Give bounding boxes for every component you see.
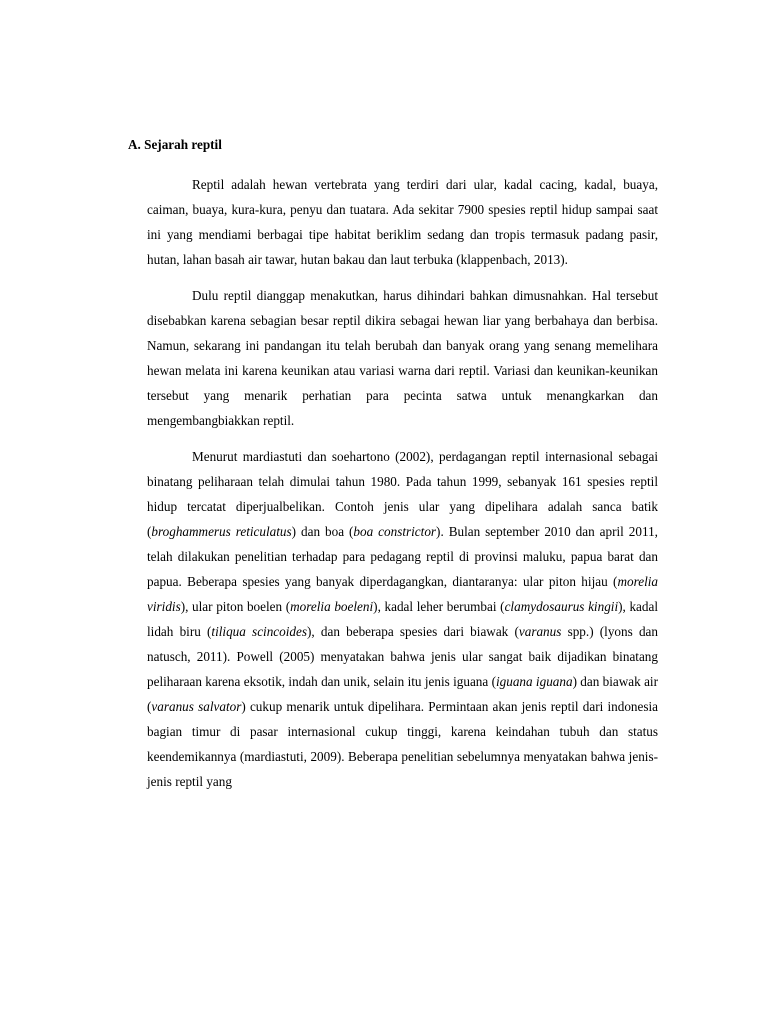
- species-name: boa constrictor: [353, 524, 437, 539]
- species-name: varanus salvator: [151, 699, 242, 714]
- species-name: broghammerus reticulatus: [151, 524, 292, 539]
- text-run: Dulu reptil dianggap menakutkan, harus dihindari bahkan dimusnahkan. Hal tersebut disebabkan karena sebagian besar reptil dikira sebagai hewan liar yang berbahaya dan berbisa. Namun, sekarang ini pandangan itu telah berubah dan banyak orang yang senang memelihara hewan melata ini karena keunikan atau variasi warna dari reptil. Variasi dan keunikan-keunikan tersebut yang menarik perhatian para pecinta satwa untuk menangkarkan dan mengembangbiakkan reptil.: [147, 288, 658, 428]
- species-name: varanus: [518, 624, 562, 639]
- text-run: ), kadal leher berumbai (: [373, 599, 505, 614]
- text-run: ), kadal lidah biru (: [147, 599, 659, 639]
- paragraph-2: [147, 283, 658, 433]
- section-heading: A. Sejarah reptil: [128, 137, 222, 152]
- species-name: morelia boeleni: [290, 599, 374, 614]
- text-run: ) dan biawak air (: [147, 674, 658, 714]
- text-run: Menurut mardiastuti dan soehartono (2002), perdagangan reptil internasional sebagai binatang peliharaan telah dimulai tahun 1980. Pada tahun 1999, sebanyak 161 spesies reptil hidup tercatat diperjualbelikan. Contoh jenis ular yang dipelihara adalah sanca batik (: [147, 449, 658, 539]
- text-run: ) dan boa (: [291, 524, 354, 539]
- text-run: spp.) (lyons dan natusch, 2011). Powell (2005) menyatakan bahwa jenis ular sangat baik dijadikan binatang peliharaan karena eksotik, indah dan unik, selain itu jenis iguana (: [147, 624, 658, 689]
- species-name: tiliqua scincoides: [211, 624, 307, 639]
- body-text: [147, 172, 658, 805]
- text-run: ) cukup menarik untuk dipelihara. Permintaan akan jenis reptil dari indonesia bagian timur di pasar internasional cukup tinggi, karena keindahan tubuh dan status keendemikannya (mardiastuti, 2009). Beberapa penelitian sebelumnya menyatakan bahwa jenis-jenis reptil yang: [147, 699, 659, 789]
- text-run: Reptil adalah hewan vertebrata yang terdiri dari ular, kadal cacing, kadal, buaya, caiman, buaya, kura-kura, penyu dan tuatara. Ada sekitar 7900 spesies reptil hidup sampai saat ini yang mendiami berbagai tipe habitat beriklim sedang dan tropis termasuk padang pasir, hutan, lahan basah air tawar, hutan bakau dan laut terbuka (klappenbach, 2013).: [147, 177, 658, 267]
- text-run: ). Bulan september 2010 dan april 2011, telah dilakukan penelitian terhadap para pedagang reptil di provinsi maluku, papua barat dan papua. Beberapa spesies yang banyak diperdagangkan, diantaranya: ular piton hijau (: [147, 524, 658, 589]
- text-run: ), dan beberapa spesies dari biawak (: [307, 624, 519, 639]
- paragraph-3: [147, 444, 658, 794]
- species-name: morelia viridis: [147, 574, 658, 614]
- species-name: clamydosaurus kingii: [504, 599, 619, 614]
- species-name: iguana iguana: [495, 674, 573, 689]
- text-run: ), ular piton boelen (: [180, 599, 291, 614]
- paragraph-1: [147, 172, 658, 272]
